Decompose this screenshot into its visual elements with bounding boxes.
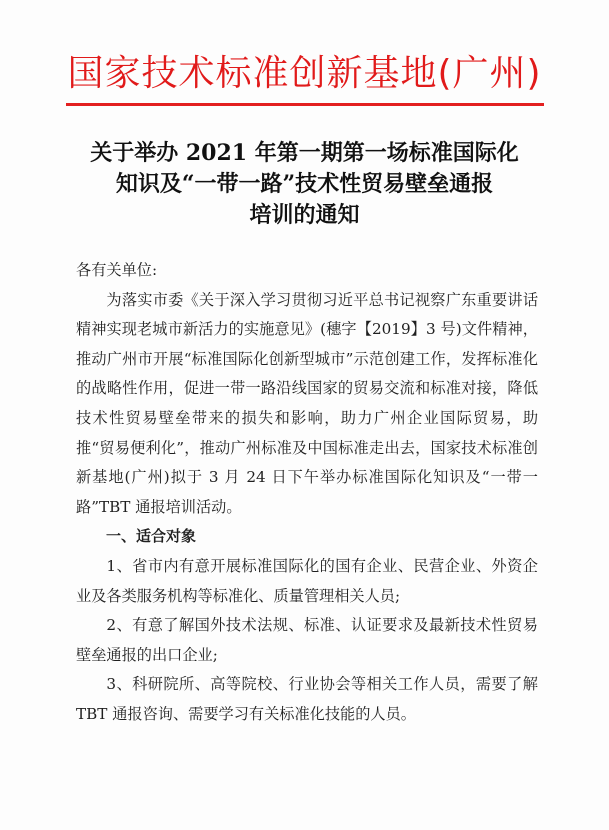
- document-body: [76, 256, 538, 730]
- section-heading-target-audience: 一、适合对象: [106, 527, 197, 546]
- title-line-1: 关于举办 2021 年第一期第一场标准国际化: [90, 140, 519, 166]
- audience-item-2: 2、有意了解国外技术法规、标准、认证要求及最新技术性贸易壁垒通报的出口企业;: [76, 616, 538, 664]
- document-title: [60, 138, 549, 231]
- letterhead-org-name: 国家技术标准创新基地(广州): [67, 53, 542, 94]
- audience-item-1: 1、省市内有意开展标准国际化的国有企业、民营企业、外资企业及各类服务机构等标准化、质量管理相关人员;: [76, 556, 538, 605]
- audience-item-3: 3、科研院所、高等院校、行业协会等相关工作人员，需要了解 TBT 通报咨询、需要学习有关标准化技能的人员。: [76, 675, 538, 723]
- title-line-3: 培训的通知: [249, 202, 360, 228]
- letterhead-red-rule: [66, 103, 544, 106]
- title-line-2: 知识及“一带一路”技术性贸易壁垒通报: [115, 171, 494, 197]
- intro-paragraph: 为落实市委《关于深入学习贯彻习近平总书记视察广东重要讲话精神实现老城市新活力的实施意见》(穗字【2019】3 号)文件精神，推动广州市开展“标准国际化创新型城市”示范创建工作，发挥标准化的战略性作用，促进一带一路沿线国家的贸易交流和标准对接，降低技术性贸易壁垒带来的损失和影响，助力广州企业国际贸易，助推“贸易便利化”，推动广州标准及中国标准走出去，国家技术标准创新基地(广州)拟于 3 月 24 日下午举办标准国际化知识及“一带一路”TBT 通报培训活动。: [76, 290, 538, 516]
- salutation: 各有关单位:: [76, 261, 158, 279]
